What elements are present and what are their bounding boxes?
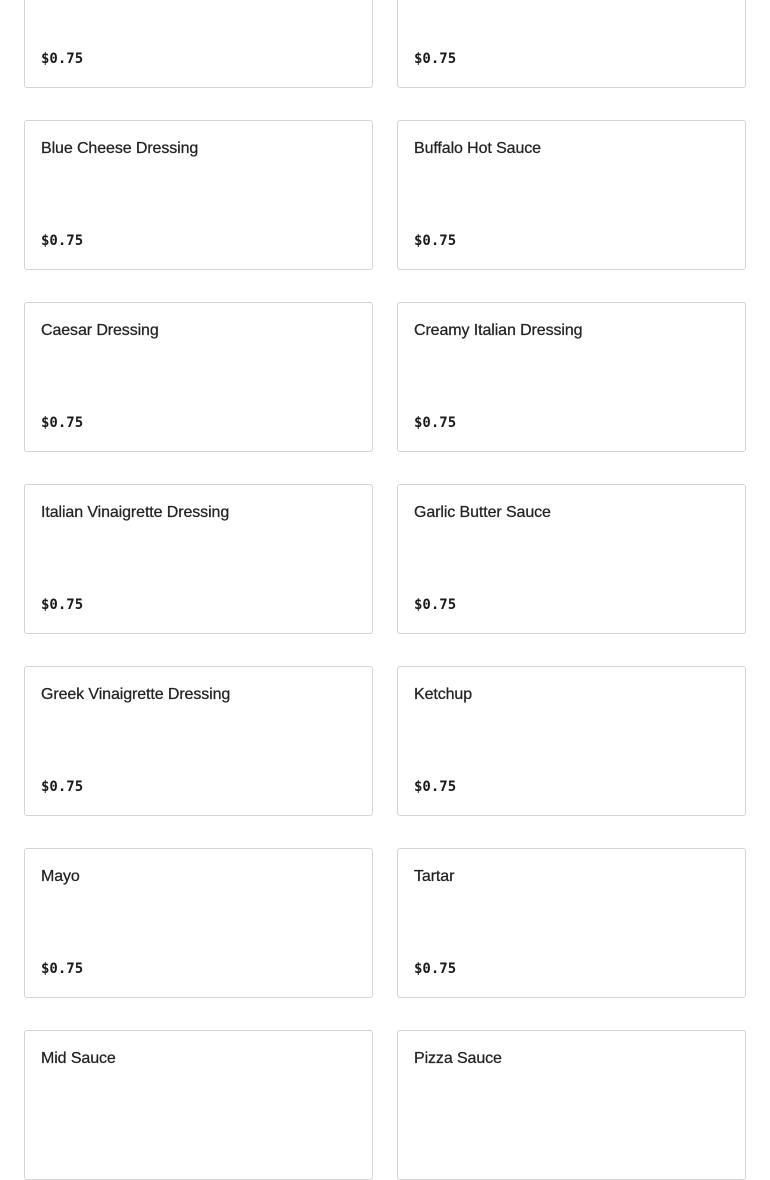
menu-item-card[interactable] — [397, 1030, 746, 1180]
menu-item-card[interactable] — [397, 666, 746, 816]
menu-item-card[interactable] — [24, 302, 373, 452]
menu-item-price: $0.75 — [414, 415, 457, 431]
menu-items-grid — [24, 0, 746, 1180]
menu-item-price: $0.75 — [41, 415, 84, 431]
menu-item-card[interactable] — [397, 0, 746, 88]
menu-item-price: $0.75 — [414, 779, 457, 795]
menu-item-price: $0.75 — [414, 233, 457, 249]
menu-item-price: $0.75 — [41, 233, 84, 249]
menu-item-price: $0.75 — [41, 597, 84, 613]
menu-item-card[interactable] — [397, 848, 746, 998]
menu-item-card[interactable] — [397, 302, 746, 452]
menu-item-card[interactable] — [397, 484, 746, 634]
menu-item-name: Ketchup — [414, 686, 473, 703]
menu-item-card[interactable] — [24, 666, 373, 816]
menu-item-name: Garlic Butter Sauce — [414, 504, 551, 521]
menu-item-price: $0.75 — [41, 961, 84, 977]
menu-item-name: Creamy Italian Dressing — [414, 322, 583, 339]
menu-item-price: $0.75 — [41, 51, 84, 67]
menu-item-name: Mayo — [41, 868, 80, 885]
menu-item-name: Caesar Dressing — [41, 322, 159, 339]
menu-item-name: Pizza Sauce — [414, 1050, 502, 1067]
menu-item-card[interactable] — [24, 0, 373, 88]
menu-item-name: Greek Vinaigrette Dressing — [41, 686, 231, 703]
menu-item-name: Mid Sauce — [41, 1050, 116, 1067]
menu-item-card[interactable] — [397, 120, 746, 270]
menu-item-price: $0.75 — [414, 597, 457, 613]
menu-item-card[interactable] — [24, 848, 373, 998]
menu-item-card[interactable] — [24, 120, 373, 270]
menu-item-price: $0.75 — [414, 51, 457, 67]
menu-item-name: Tartar — [414, 868, 455, 885]
menu-item-name: Blue Cheese Dressing — [41, 140, 199, 157]
menu-item-price: $0.75 — [414, 961, 457, 977]
menu-item-card[interactable] — [24, 484, 373, 634]
menu-item-price: $0.75 — [41, 779, 84, 795]
menu-item-name: Buffalo Hot Sauce — [414, 140, 541, 157]
menu-item-card[interactable] — [24, 1030, 373, 1180]
menu-item-name: Italian Vinaigrette Dressing — [41, 504, 230, 521]
